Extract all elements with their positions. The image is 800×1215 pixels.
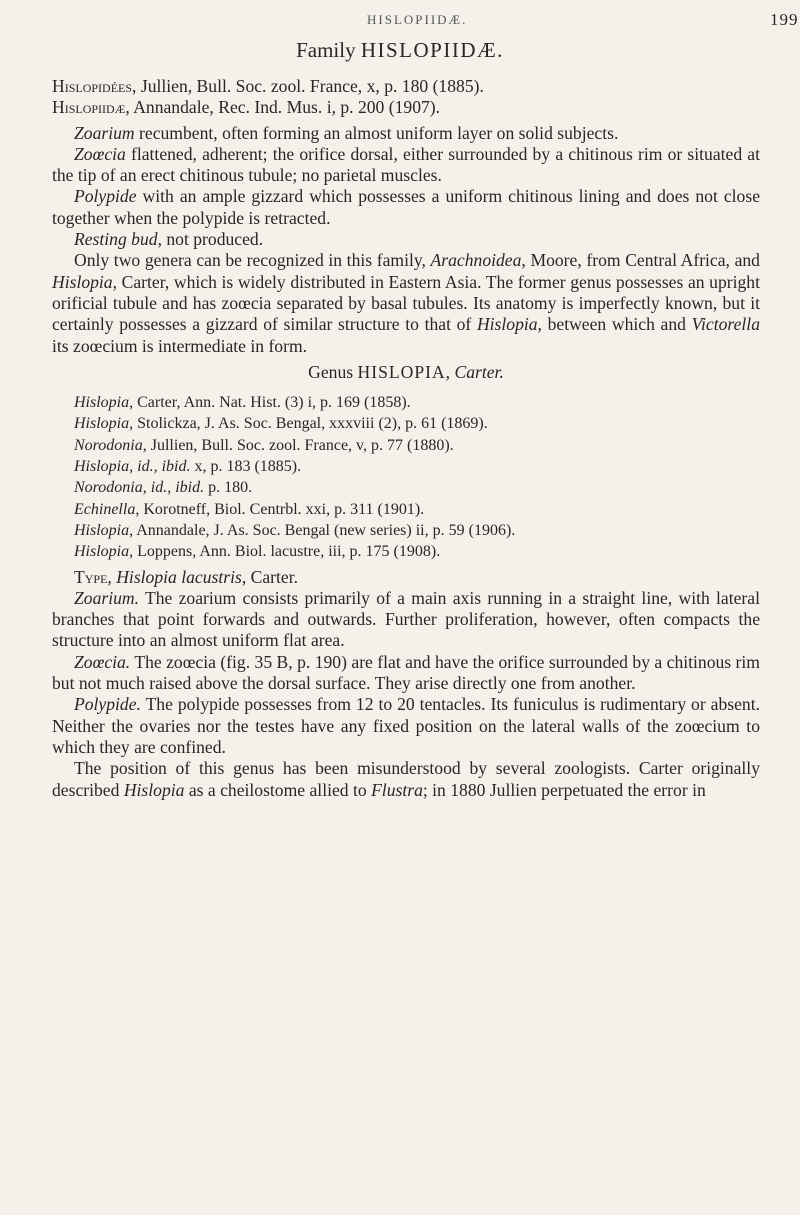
type-author: , Carter.	[241, 566, 299, 587]
description-paragraph	[52, 186, 760, 229]
genus-name: Victorella	[691, 314, 760, 335]
genus-synonym-entry	[52, 499, 760, 520]
genus-name: Arachnoidea	[430, 250, 522, 271]
genus-synonym-entry	[52, 520, 760, 541]
description-label: Polypide.	[74, 694, 141, 715]
synonym-citation: , Annandale, J. As. Soc. Bengal (new series) ii, p. 59 (1906).	[129, 521, 516, 539]
description-label: Zoarium	[74, 122, 135, 143]
synonym-citation: , Jullien, Bull. Soc. zool. France, v, p. 77 (1880).	[142, 436, 454, 454]
description-paragraph	[52, 588, 760, 652]
description-label: Zoœcia	[74, 143, 126, 164]
description-paragraph	[52, 144, 760, 187]
genus-name: Hislopia	[476, 314, 538, 335]
synonym-taxon: Hislopia	[74, 521, 130, 539]
synonym-citation: , Korotneff, Biol. Centrbl. xxi, p. 311 (1901).	[135, 500, 425, 518]
page-number: 199	[770, 10, 799, 29]
genus-heading: Genus HISLOPIA, Carter.	[308, 361, 504, 382]
synonym-taxon: Norodonia	[74, 436, 143, 454]
synonym-citation: p. 180.	[204, 479, 253, 497]
synonym-citation: , Annandale, Rec. Ind. Mus. i, p. 200 (1907).	[125, 97, 441, 118]
closing-paragraph	[52, 758, 760, 801]
genus-name: Flustra	[371, 779, 423, 800]
description-text: The zoœcia (fig. 35 B, p. 190) are flat and have the orifice surrounded by a chitinous rim but not much raised above the dorsal surface. They arise directly one from another.	[52, 651, 760, 694]
running-header	[0, 10, 800, 32]
genus-synonym-entry	[52, 392, 760, 413]
family-heading-prefix: Family	[296, 38, 356, 62]
page-body	[52, 76, 760, 801]
description-label: Polypide	[74, 186, 137, 207]
genus-heading-author: Carter.	[454, 361, 504, 382]
closing-text: ; in 1880 Jullien perpetuated the error in	[422, 779, 706, 800]
synonym-taxon: Hislopia	[74, 394, 130, 412]
closing-text: The position of this genus has been misunderstood by several zoologists. Carter originally described	[52, 758, 760, 800]
description-paragraph	[52, 652, 760, 695]
genus-synonym-entry	[52, 477, 760, 498]
description-paragraph	[52, 694, 760, 758]
remarks-text: Only two genera can be recognized in this family,	[74, 250, 431, 271]
genus-heading-prefix: Genus	[308, 361, 354, 382]
family-synonym-entry	[52, 97, 760, 118]
synonym-taxon: Hislopia	[74, 543, 130, 561]
synonym-taxon: Hislopidées	[52, 76, 133, 96]
genus-name: Hislopia	[52, 271, 113, 292]
description-text: The zoarium consists primarily of a main axis running in a straight line, with lateral branches that point forwards and outwards. Further proliferation, however, often compacts the structure into an almost uniform flat area.	[52, 587, 760, 651]
synonym-taxon: Echinella	[74, 500, 136, 518]
family-name: HISLOPIIDÆ.	[360, 38, 504, 62]
family-synonym-entry	[52, 76, 760, 97]
genus-synonym-entry	[52, 456, 760, 477]
description-label: Resting bud	[74, 229, 158, 250]
remarks-text: , Moore, from Central Africa, and	[521, 250, 760, 271]
synonym-citation: x, p. 183 (1885).	[190, 458, 302, 476]
type-species: Hislopia lacustris	[116, 566, 242, 587]
description-paragraph	[52, 229, 760, 250]
synonym-taxon: Hislopiidæ	[52, 97, 126, 118]
description-label: Zoarium.	[74, 587, 140, 608]
genus-name: Hislopia	[123, 779, 185, 800]
genus-synonym-entry	[52, 413, 760, 434]
remarks-paragraph	[52, 250, 760, 356]
synonym-taxon: Hislopia	[74, 415, 130, 433]
synonym-taxon: Hislopia, id., ibid.	[74, 458, 191, 476]
synonym-citation: , Carter, Ann. Nat. Hist. (3) i, p. 169 (1858).	[129, 394, 411, 412]
closing-text: as a cheilostome allied to	[184, 779, 372, 800]
type-line: Type, Hislopia lacustris, Carter.	[74, 566, 299, 587]
genus-synonym-entry	[52, 435, 760, 456]
type-label: Type	[74, 566, 108, 587]
description-text: , not produced.	[157, 229, 264, 250]
genus-heading-name: HISLOPIA	[357, 361, 446, 382]
running-header-title: HISLOPIIDÆ.	[367, 12, 468, 27]
remarks-text: its zoœcium is intermediate in form.	[52, 335, 308, 356]
remarks-text: , between which and	[537, 314, 692, 335]
description-text: with an ample gizzard which possesses a uniform chitinous lining and does not close together when the polypide is retracted.	[52, 186, 760, 228]
family-heading	[0, 38, 800, 63]
description-text: flattened, adherent; the orifice dorsal, either surrounded by a chitinous rim or situated at the tip of an erect chitinous tubule; no parietal muscles.	[52, 143, 760, 186]
description-text: recumbent, often forming an almost uniform layer on solid subjects.	[134, 122, 619, 143]
synonym-citation: , Loppens, Ann. Biol. lacustre, iii, p. 175 (1908).	[129, 543, 441, 561]
synonym-citation: , Stolickza, J. As. Soc. Bengal, xxxviii (2), p. 61 (1869).	[129, 415, 488, 433]
genus-synonym-entry	[52, 541, 760, 562]
description-paragraph	[52, 123, 760, 144]
synonym-taxon: Norodonia, id., ibid.	[74, 479, 205, 497]
description-text: The polypide possesses from 12 to 20 tentacles. Its funiculus is rudimentary or absent. Neither the ovaries nor the testes have any fixed position on the lateral walls of the zoœcium to which they are confined.	[52, 694, 760, 757]
remarks-text: , Carter, which is widely distributed in Eastern Asia. The former genus possesses an upright orificial tubule and has zoœcia separated by basal tubules. Its anatomy is imperfectly known, but it certainly possesses a gizzard of similar structure to that of	[52, 271, 760, 335]
description-label: Zoœcia.	[74, 651, 131, 672]
synonym-citation: , Jullien, Bull. Soc. zool. France, x, p. 180 (1885).	[132, 76, 484, 96]
